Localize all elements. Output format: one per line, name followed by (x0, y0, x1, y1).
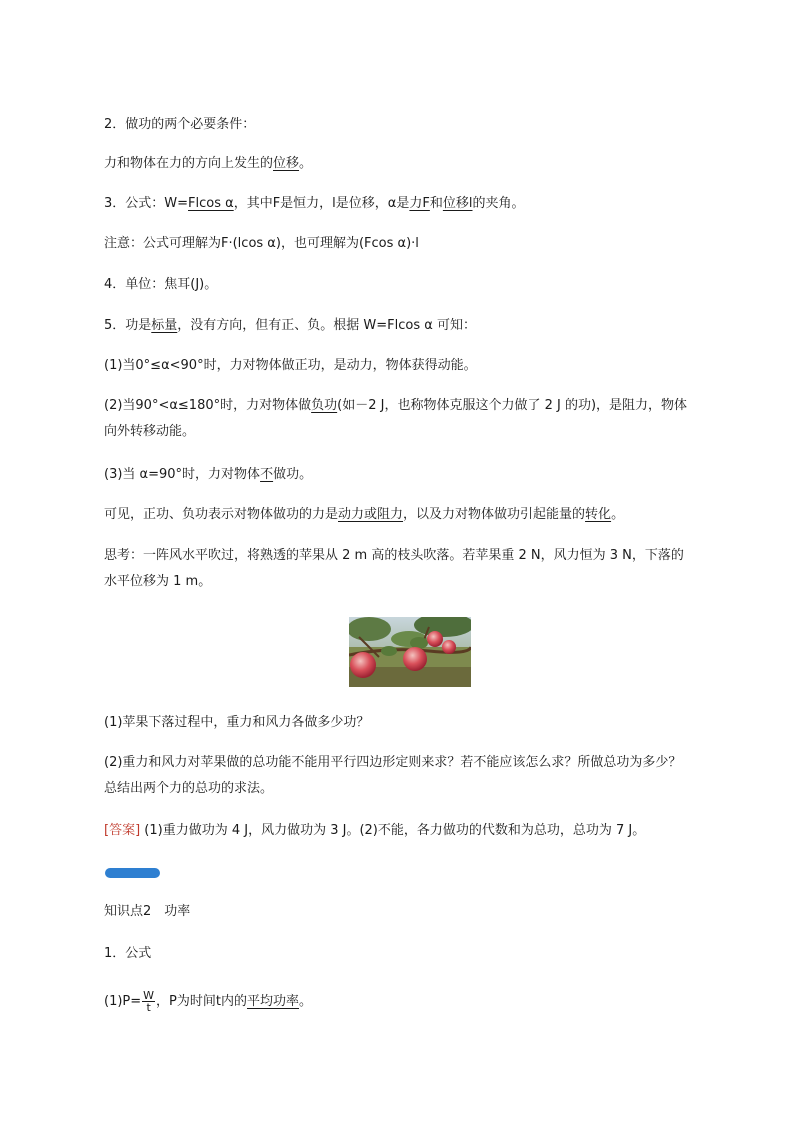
text-line: 5．功是标量，没有方向，但有正、负。根据 W=Flcos α 可知： (104, 318, 476, 333)
underlined-answer: 位移l (442, 196, 473, 211)
underlined-answer: 力F (409, 196, 430, 211)
text-line: 1．公式 (104, 946, 152, 961)
text-paragraph: 思考：一阵风水平吹过，将熟透的苹果从 2 m 高的枝头吹落。若苹果重 2 N，风力恒为 3 N，下落的水平位移为 1 m。 (104, 548, 684, 589)
answer-tag: [答案] (104, 823, 141, 838)
underlined-answer: 位移 (273, 156, 300, 171)
apple-photo-illustration (349, 617, 471, 687)
underlined-answer: 负功 (311, 398, 338, 413)
underlined-answer: 动力或阻力 (338, 507, 404, 522)
text-line: 力和物体在力的方向上发生的位移。 (104, 156, 313, 171)
apple-tree-photo (349, 617, 471, 687)
text-line: 3．公式：W=Flcos α，其中F是恒力，l是位移，α是力F和位移l的夹角。 (104, 196, 525, 211)
underlined-answer: Flcos α (188, 196, 234, 211)
section-marker-pill (105, 868, 160, 878)
text-line: 4．单位：焦耳(J)。 (104, 277, 218, 292)
underlined-answer: 标量 (151, 318, 178, 333)
underlined-answer: 转化 (585, 507, 612, 522)
text-paragraph: (2)当90°<α≤180°时，力对物体做负功(如－2 J，也称物体克服这个力做了 2 J 的功)，是阻力，物体向外转移动能。 (104, 398, 688, 439)
text-line: 2．做功的两个必要条件： (104, 117, 256, 132)
formula-line: (1)P= $\frac{W}{t}$ ，P为时间t内的平均功率。 (104, 989, 313, 1014)
question-1: (1)苹果下落过程中，重力和风力各做多少功？ (104, 715, 370, 730)
text-line: (3)当 α=90°时，力对物体不做功。 (104, 467, 313, 482)
text-line: 可见，正功、负功表示对物体做功的力是动力或阻力，以及力对物体做功引起能量的转化。 (104, 507, 625, 522)
underlined-answer: 不 (260, 467, 274, 482)
fraction: $\frac{W}{t}$ (143, 989, 155, 1014)
text-line: 注意：公式可理解为F·(lcos α)，也可理解为(Fcos α)·l (104, 236, 419, 251)
question-2: (2)重力和风力对苹果做的总功能不能用平行四边形定则来求？若不能应该怎么求？所做总功为多少？总结出两个力的总功的求法。 (104, 755, 682, 796)
answer-line: [答案] (1)重力做功为 4 J，风力做功为 3 J。(2)不能，各力做功的代数和为总功，总功为 7 J。 (104, 823, 646, 838)
underlined-answer: 平均功率 (246, 994, 299, 1009)
section-heading: 知识点2 功率 (104, 904, 191, 919)
text-line: (1)当0°≤α<90°时，力对物体做正功，是动力，物体获得动能。 (104, 358, 477, 373)
